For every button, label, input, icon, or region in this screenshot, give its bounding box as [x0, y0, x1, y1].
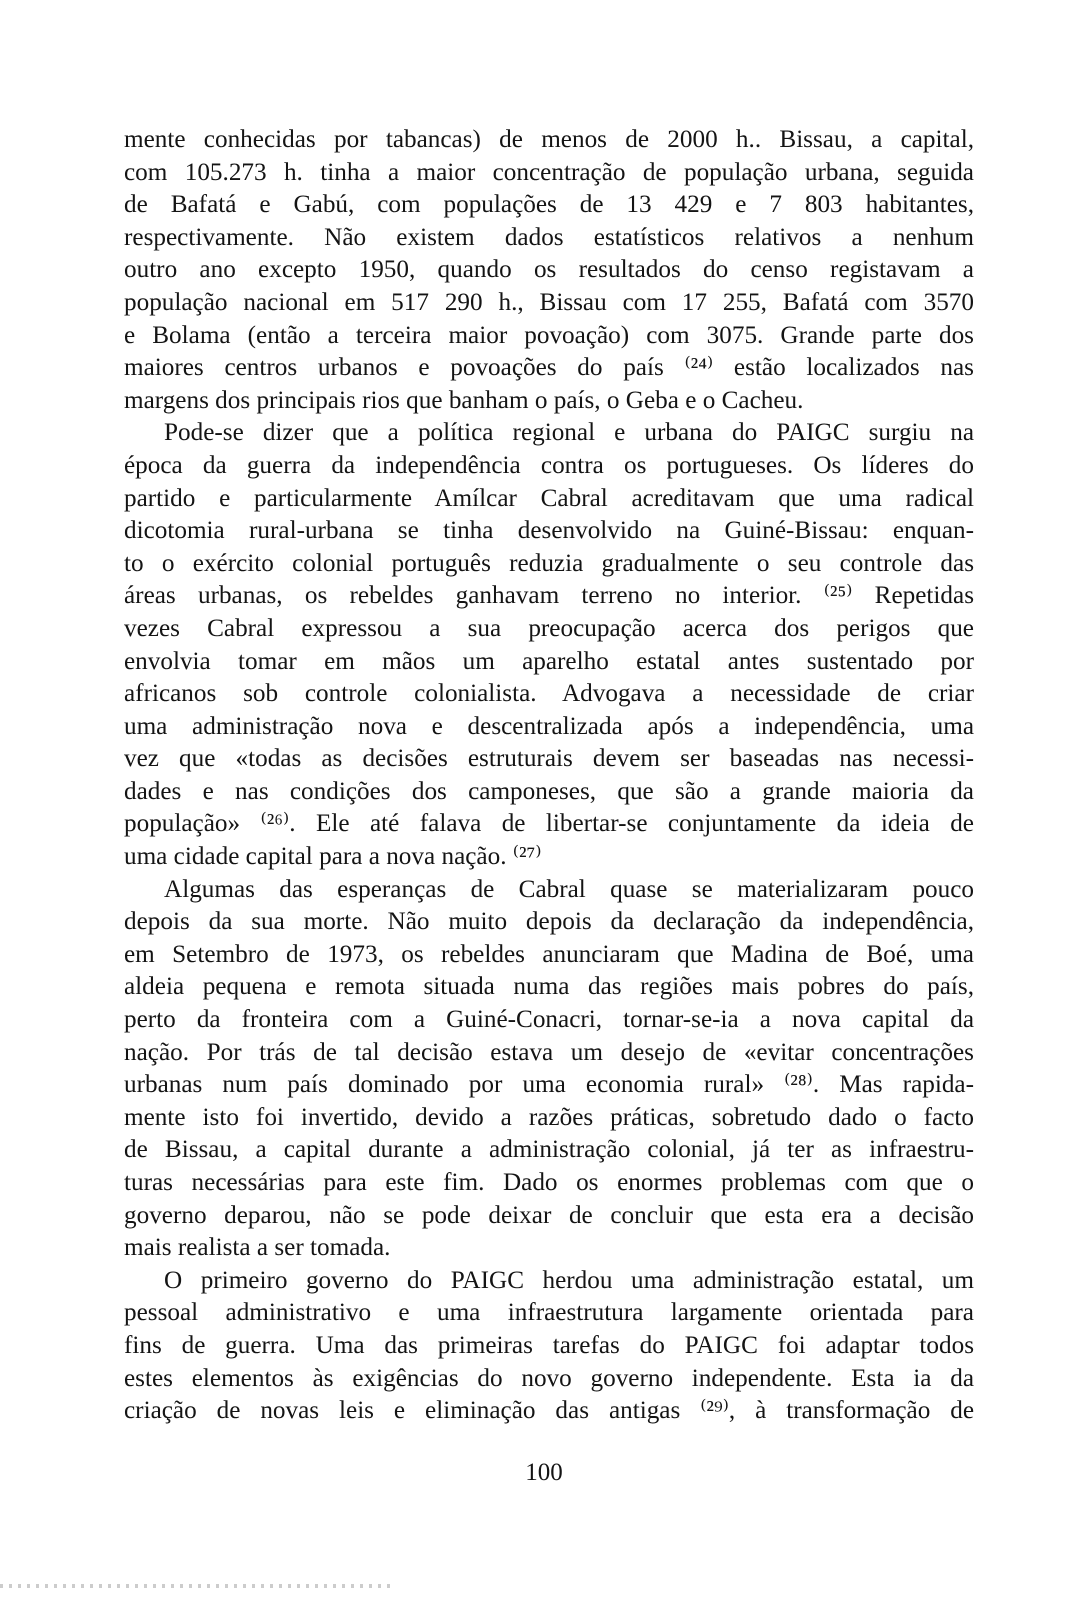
text-line: estes elementos às exigências do novo governo independente. Esta ia da — [124, 1364, 974, 1392]
text-line: governo deparou, não se pode deixar de concluir que esta era a decisão — [124, 1201, 974, 1229]
text-line: Pode-se dizer que a política regional e urbana do PAIGC surgiu na — [164, 419, 974, 447]
text-line: de Bissau, a capital durante a administração colonial, já ter as infraestru- — [124, 1136, 974, 1164]
text-line: O primeiro governo do PAIGC herdou uma administração estatal, um — [164, 1266, 974, 1294]
scan-artifact — [0, 1584, 390, 1588]
text-line: turas necessárias para este fim. Dado os enormes problemas com que o — [124, 1169, 974, 1196]
text-line: partido e particularmente Amílcar Cabral acreditavam que uma radical — [124, 484, 974, 512]
text-line: de Bafatá e Gabú, com populações de 13 429 e 7 803 habitantes, — [124, 191, 974, 219]
text-line: fins de guerra. Uma das primeiras tarefas do PAIGC foi adaptar todos — [124, 1331, 974, 1359]
body-text — [124, 124, 974, 1428]
text-line: perto da fronteira com a Guiné-Conacri, tornar-se-ia a nova capital da — [124, 1006, 974, 1034]
text-line: outro ano excepto 1950, quando os resultados do censo registavam a — [124, 256, 974, 284]
text-line: aldeia pequena e remota situada numa das regiões mais pobres do país, — [124, 973, 974, 1001]
text-line: mais realista a ser tomada. — [124, 1234, 391, 1262]
text-line: com 105.273 h. tinha a maior concentração de população urbana, seguida — [124, 158, 974, 186]
text-line: urbanas num país dominado por uma economia rural» ⁽²⁸⁾. Mas rapida- — [124, 1071, 974, 1099]
text-line: população nacional em 517 290 h., Bissau com 17 255, Bafatá com 3570 — [124, 288, 974, 316]
text-line: uma administração nova e descentralizada após a independência, uma — [124, 712, 974, 740]
text-line: africanos sob controle colonialista. Advogava a necessidade de criar — [124, 680, 974, 708]
text-line: dades e nas condições dos camponeses, que são a grande maioria da — [124, 777, 974, 805]
text-line: respectivamente. Não existem dados estatísticos relativos a nenhum — [124, 223, 974, 251]
text-line: criação de novas leis e eliminação das antigas ⁽²⁹⁾, à transformação de — [124, 1397, 974, 1425]
text-line: depois da sua morte. Não muito depois da declaração da independência, — [124, 908, 974, 936]
text-line: vez que «todas as decisões estruturais devem ser baseadas nas necessi- — [124, 745, 974, 773]
text-line: pessoal administrativo e uma infraestrutura largamente orientada para — [124, 1299, 974, 1327]
text-line: vezes Cabral expressou a sua preocupação acerca dos perigos que — [124, 614, 974, 642]
text-line: to o exército colonial português reduzia gradualmente o seu controle das — [124, 549, 974, 577]
text-line: áreas urbanas, os rebeldes ganhavam terreno no interior. ⁽²⁵⁾ Repetidas — [124, 582, 974, 610]
text-line: época da guerra da independência contra os portugueses. Os líderes do — [124, 451, 974, 479]
text-line: dicotomia rural-urbana se tinha desenvolvido na Guiné-Bissau: enquan- — [124, 517, 974, 545]
text-line: mente conhecidas por tabancas) de menos de 2000 h.. Bissau, a capital, — [124, 126, 974, 153]
text-line: e Bolama (então a terceira maior povoação) com 3075. Grande parte dos — [124, 321, 974, 349]
text-line: mente isto foi invertido, devido a razões práticas, sobretudo dado o facto — [124, 1103, 974, 1131]
text-line: Algumas das esperanças de Cabral quase se materializaram pouco — [164, 875, 974, 903]
text-line: uma cidade capital para a nova nação. ⁽²⁷⁾ — [124, 843, 542, 871]
text-line: em Setembro de 1973, os rebeldes anunciaram que Madina de Boé, uma — [124, 940, 974, 968]
text-line: população» ⁽²⁶⁾. Ele até falava de libertar-se conjuntamente da ideia de — [124, 810, 974, 838]
text-line: envolvia tomar em mãos um aparelho estatal antes sustentado por — [124, 647, 974, 675]
text-line: margens dos principais rios que banham o país, o Geba e o Cacheu. — [124, 386, 804, 414]
text-line: nação. Por trás de tal decisão estava um desejo de «evitar concentrações — [124, 1038, 974, 1066]
page-number: 100 — [525, 1459, 563, 1486]
text-line: maiores centros urbanos e povoações do país ⁽²⁴⁾ estão localizados nas — [124, 354, 974, 382]
